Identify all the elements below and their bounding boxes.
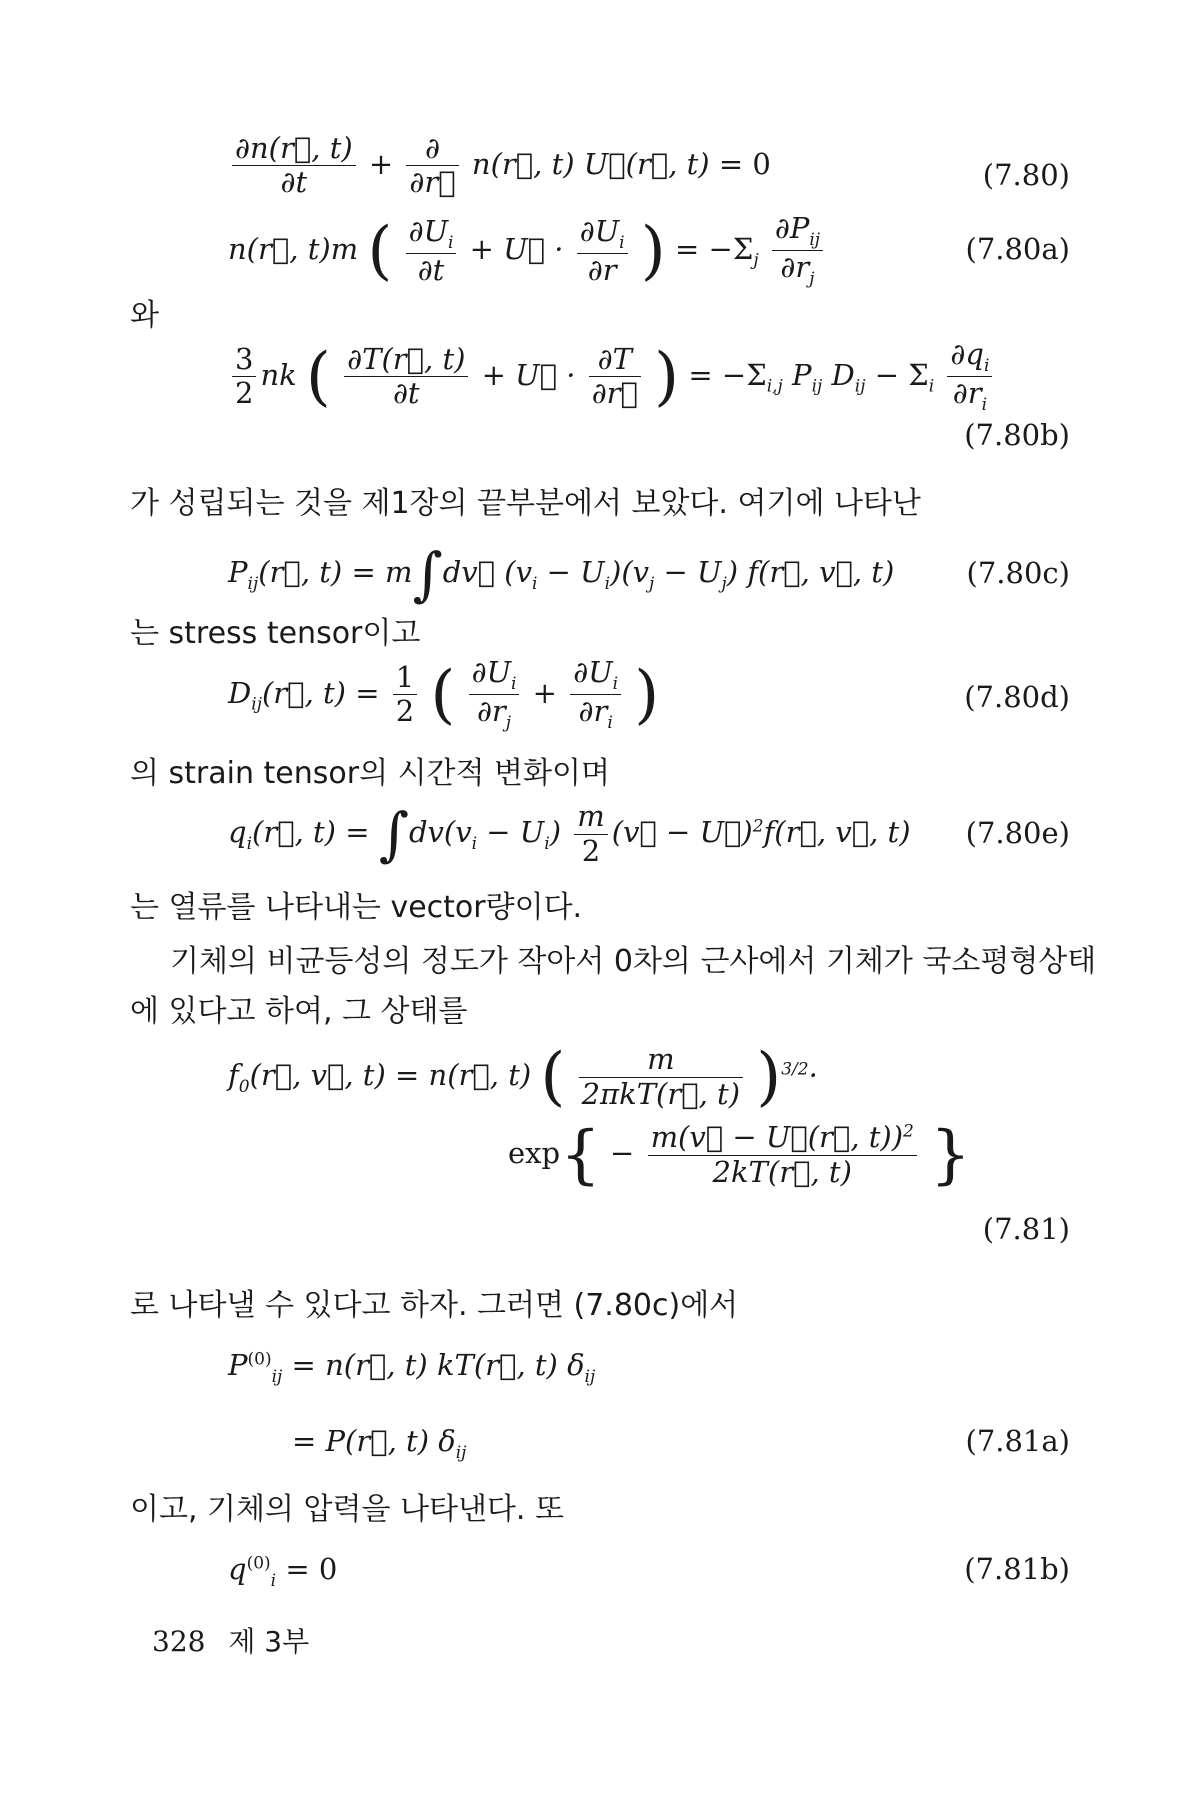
equation-number: (7.81a) [965,1424,1070,1458]
equation-number: (7.80b) [964,418,1070,452]
page-number: 328 [152,1625,206,1658]
equation-7-80b: $\frac{3}{2}$ nk ( $\frac{\partial T(r⃗, t)}{\partial t}$ + U⃗ · $\frac{\partial T}{\partial r⃗}$ ) = $-\Sigma_{i,j}$ $P_{ij}$ $D_{ij} - \Sigma_i$ $\frac{\partial q_i}{\partial r_i}$ [228,338,996,416]
equation-7-81a-line2: = P(r⃗, t) $\delta_{ij}$ [292,1424,467,1463]
body-line: 로 나타낼 수 있다고 하자. 그러면 (7.80c)에서 [130,1288,739,1323]
equation-number: (7.80) [982,158,1070,192]
equation-7-81-line2: exp{ − $\frac{m(v⃗ - U⃗(r⃗, t))^2}{2kT(r⃗, t)}$ } [508,1118,971,1192]
body-line: 에 있다고 하여, 그 상태를 [130,994,468,1029]
equation-number: (7.80a) [965,232,1070,266]
body-line: 기체의 비균등성의 정도가 작아서 0차의 근사에서 기체가 국소평형상태 [170,944,1097,979]
equation-7-81a-line1: $P^{(0)}_{ij}$ = n(r⃗, t) kT(r⃗, t) $\delta_{ij}$ [228,1348,596,1387]
equation-7-80e: $q_i(r⃗$, $t) = \int dv(v_i - U_i)$ $\frac{m}{2}$ (v⃗ − U⃗)$^2$f(r⃗, v⃗, t) [228,799,911,868]
equation-number: (7.81) [982,1212,1070,1246]
equation-7-81b: $q^{(0)}_i = 0$ [228,1552,338,1591]
body-line: 는 stress tensor이고 [130,616,421,651]
equation-7-80c: $P_{ij}(r⃗$, t) = m∫dv⃗ $(v_i - U_i)(v_j - U_j)$ f(r⃗, v⃗, t) [228,540,895,608]
equation-number: (7.81b) [964,1552,1070,1586]
equation-number: (7.80e) [965,816,1070,850]
part-label: 제 3부 [228,1625,310,1658]
page-footer [152,1620,309,1660]
equation-number: (7.80c) [966,556,1070,590]
equation-number: (7.80d) [964,680,1070,714]
equation-7-80: $\frac{\partial n(r⃗, t)}{\partial t}$ + $\frac{\partial}{\partial r⃗}$ n(r⃗, t) U⃗(r⃗, t) = 0 [228,132,771,200]
body-line: 는 열류를 나타내는 vector량이다. [130,890,583,925]
body-line: 이고, 기체의 압력을 나타낸다. 또 [130,1492,564,1527]
equation-7-80d: $D_{ij}(r⃗$, t) = $\frac{1}{2}$ ( $\frac{\partial U_i}{\partial r_j}$ + $\frac{\partial U_i}{\partial r_i}$ ) [228,655,660,734]
equation-7-80a: n(r⃗, t)m ( $\frac{\partial U_i}{\partial t}$ + U⃗ · $\frac{\partial U_i}{\partial r}$ ) = $-\Sigma_j$ $\frac{\partial P_{ij}}{\partial r_j}$ [228,212,827,290]
body-line: 의 strain tensor의 시간적 변화이며 [130,756,610,791]
body-line: 가 성립되는 것을 제1장의 끝부분에서 보았다. 여기에 나타난 [130,486,921,521]
equation-7-81-line1: $f_0(r⃗$, v⃗, t) = n(r⃗, t) ( $\frac{m}{\text{2πkT(r⃗, t)}}$ )$^{3/2}$· [228,1040,818,1114]
connective-text: 와 [130,298,159,333]
